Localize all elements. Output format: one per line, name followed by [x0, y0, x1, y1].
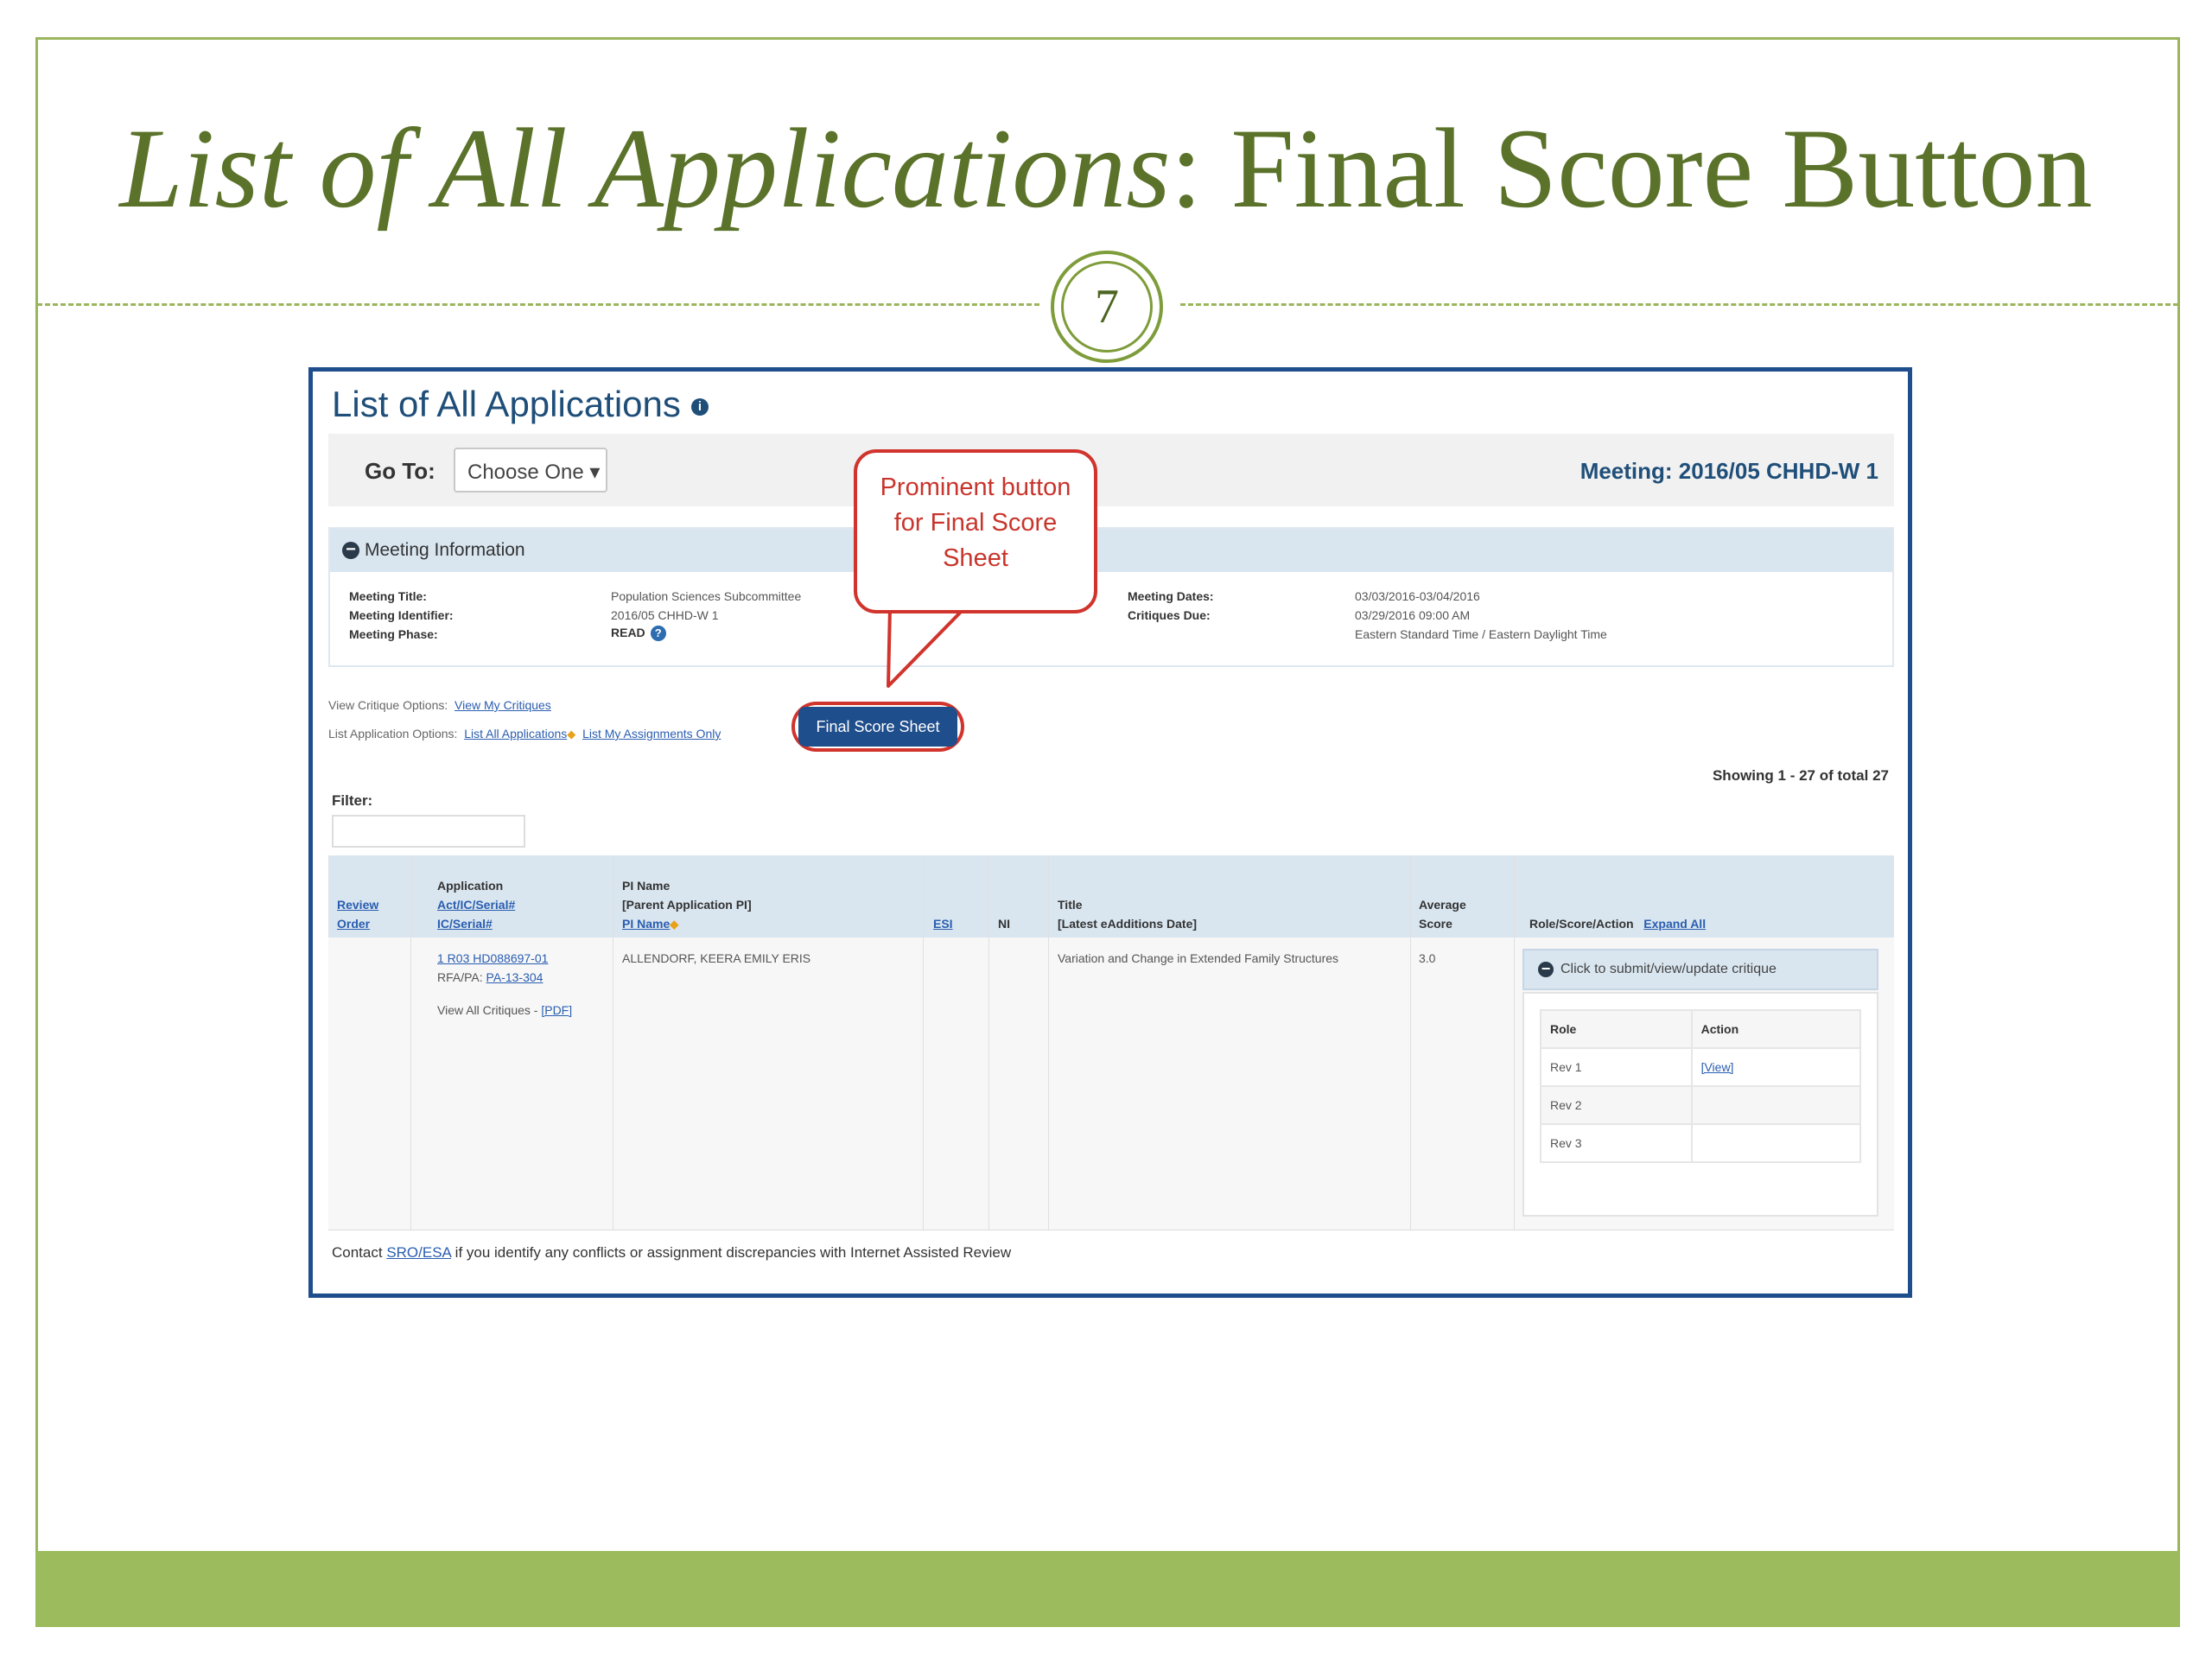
- star-icon: ◆: [670, 918, 679, 931]
- esi-header[interactable]: [933, 914, 953, 933]
- esi-header-text: ESI: [933, 917, 953, 931]
- application-number-link[interactable]: 1 R03 HD088697-01: [437, 951, 549, 965]
- final-score-sheet-button[interactable]: Final Score Sheet: [798, 707, 957, 747]
- average-score-header-line1: Average: [1419, 898, 1466, 912]
- role-row: [1541, 1048, 1860, 1086]
- view-critique-options-label: View Critique Options:: [328, 698, 448, 712]
- column-divider: [988, 855, 989, 1230]
- title-cell: Variation and Change in Extended Family Structures: [1058, 951, 1339, 965]
- column-divider: [1410, 855, 1411, 1230]
- view-critique-options: [328, 698, 551, 712]
- action-cell: [1692, 1048, 1860, 1086]
- footer-note: [332, 1244, 1011, 1262]
- screenshot-panel: [308, 367, 1912, 1298]
- role-header: Role: [1541, 1010, 1692, 1048]
- application-header-line3: IC/Serial#: [437, 917, 493, 931]
- callout-line-1: Prominent button: [880, 474, 1071, 501]
- showing-count: Showing 1 - 27 of total 27: [1712, 767, 1889, 784]
- footer-text-after: if you identify any conflicts or assignment discrepancies with Internet Assisted Review: [450, 1244, 1012, 1261]
- application-cell: [437, 949, 548, 987]
- rfa-label: RFA/PA:: [437, 970, 483, 984]
- ni-header: NI: [998, 917, 1010, 931]
- goto-label: Go To:: [365, 458, 435, 484]
- divider-left: [37, 303, 1039, 306]
- pi-name-header[interactable]: [622, 876, 752, 934]
- callout-tail: [864, 605, 985, 691]
- sro-esa-link[interactable]: SRO/ESA: [386, 1244, 451, 1261]
- list-application-options: [328, 727, 721, 741]
- meeting-heading: Meeting: 2016/05 CHHD-W 1: [1580, 458, 1878, 484]
- callout-line-3: Sheet: [943, 544, 1008, 572]
- average-score-header: [1419, 895, 1466, 933]
- collapse-icon[interactable]: −: [342, 542, 359, 559]
- slide-title-rest: : Final Score Button: [1170, 105, 2093, 232]
- meeting-information-title: Meeting Information: [365, 540, 525, 560]
- goto-dropdown[interactable]: Choose One ▾: [454, 448, 607, 493]
- column-divider: [1048, 855, 1049, 1230]
- action-header: Action: [1692, 1010, 1860, 1048]
- role-cell: Rev 3: [1541, 1124, 1692, 1162]
- meeting-identifier-key: Meeting Identifier:: [349, 608, 454, 622]
- review-order-header[interactable]: [337, 895, 378, 933]
- timezone-value: Eastern Standard Time / Eastern Daylight Time: [1355, 627, 1607, 641]
- role-row: [1541, 1086, 1860, 1124]
- action-cell: [1692, 1124, 1860, 1162]
- pi-name-header-line2: [Parent Application PI]: [622, 898, 752, 912]
- title-header-line1: Title: [1058, 898, 1083, 912]
- application-header-line2: Act/IC/Serial#: [437, 898, 516, 912]
- critiques-due-value: 03/29/2016 09:00 AM: [1355, 608, 1471, 622]
- footer-text-before: Contact: [332, 1244, 387, 1261]
- list-all-applications-link[interactable]: List All Applications: [464, 727, 568, 741]
- role-score-action-text: Role/Score/Action: [1529, 917, 1634, 931]
- column-divider: [923, 855, 924, 1230]
- page-number-badge: [1051, 251, 1163, 363]
- average-score-header-line2: Score: [1419, 917, 1452, 931]
- callout-line-2: for Final Score: [893, 509, 1058, 537]
- page-title-text: List of All Applications: [332, 384, 681, 424]
- filter-input[interactable]: [332, 815, 525, 848]
- star-icon: ◆: [567, 728, 576, 741]
- view-all-critiques-text: View All Critiques -: [437, 1003, 538, 1017]
- pi-name-header-line1: PI Name: [622, 879, 671, 893]
- meeting-phase-text: READ: [611, 626, 645, 639]
- title-header-line2: [Latest eAdditions Date]: [1058, 917, 1198, 931]
- slide-title: [0, 102, 2212, 234]
- meeting-dates-value: 03/03/2016-03/04/2016: [1355, 589, 1480, 603]
- pdf-link[interactable]: [PDF]: [541, 1003, 573, 1017]
- column-divider: [1514, 855, 1515, 1230]
- critique-toggle-text: Click to submit/view/update critique: [1560, 962, 1777, 976]
- page-number: 7: [1061, 261, 1153, 353]
- goto-bar: [328, 434, 1894, 506]
- footer-bar: [35, 1551, 2180, 1627]
- pi-name-header-line3: PI Name: [622, 917, 671, 931]
- question-icon[interactable]: ?: [651, 626, 666, 641]
- collapse-icon: −: [1538, 962, 1554, 977]
- page-title: [332, 384, 709, 425]
- role-row: [1541, 1124, 1860, 1162]
- role-cell: Rev 1: [1541, 1048, 1692, 1086]
- meeting-information-panel: [328, 527, 1894, 667]
- role-table-panel: [1522, 992, 1878, 1217]
- slide-title-italic: List of All Applications: [119, 105, 1171, 232]
- view-all-critiques: [437, 1001, 572, 1020]
- role-table: [1540, 1009, 1861, 1163]
- role-score-action-header: [1529, 914, 1706, 933]
- divider-right: [1180, 303, 2178, 306]
- expand-all-link[interactable]: Expand All: [1643, 917, 1707, 931]
- meeting-title-value: Population Sciences Subcommittee: [611, 589, 802, 603]
- list-my-assignments-link[interactable]: List My Assignments Only: [582, 727, 721, 741]
- meeting-phase-key: Meeting Phase:: [349, 627, 438, 641]
- view-link[interactable]: [View]: [1700, 1060, 1734, 1074]
- average-score-cell: 3.0: [1419, 951, 1436, 965]
- application-header-line1: Application: [437, 879, 504, 893]
- action-cell: [1692, 1086, 1860, 1124]
- column-divider: [410, 855, 411, 1230]
- title-header: [1058, 895, 1197, 933]
- list-application-options-label: List Application Options:: [328, 727, 458, 741]
- rfa-link[interactable]: PA-13-304: [486, 970, 543, 984]
- critiques-due-key: Critiques Due:: [1128, 608, 1211, 622]
- application-header[interactable]: [437, 876, 515, 933]
- meeting-title-key: Meeting Title:: [349, 589, 427, 603]
- callout-text: [857, 470, 1094, 576]
- role-table-header: [1541, 1010, 1860, 1048]
- meeting-information-header[interactable]: [330, 529, 1892, 572]
- review-order-header-line2: Order: [337, 917, 371, 931]
- pi-name-cell: ALLENDORF, KEERA EMILY ERIS: [622, 951, 811, 965]
- filter-label: Filter:: [332, 792, 373, 809]
- role-cell: Rev 2: [1541, 1086, 1692, 1124]
- view-my-critiques-link[interactable]: View My Critiques: [454, 698, 551, 712]
- callout-bubble: [854, 449, 1097, 613]
- meeting-dates-key: Meeting Dates:: [1128, 589, 1214, 603]
- review-order-header-line1: Review: [337, 898, 379, 912]
- critique-toggle[interactable]: [1522, 949, 1878, 990]
- help-icon[interactable]: i: [691, 398, 709, 416]
- meeting-phase-value: [611, 626, 666, 641]
- meeting-identifier-value: 2016/05 CHHD-W 1: [611, 608, 719, 622]
